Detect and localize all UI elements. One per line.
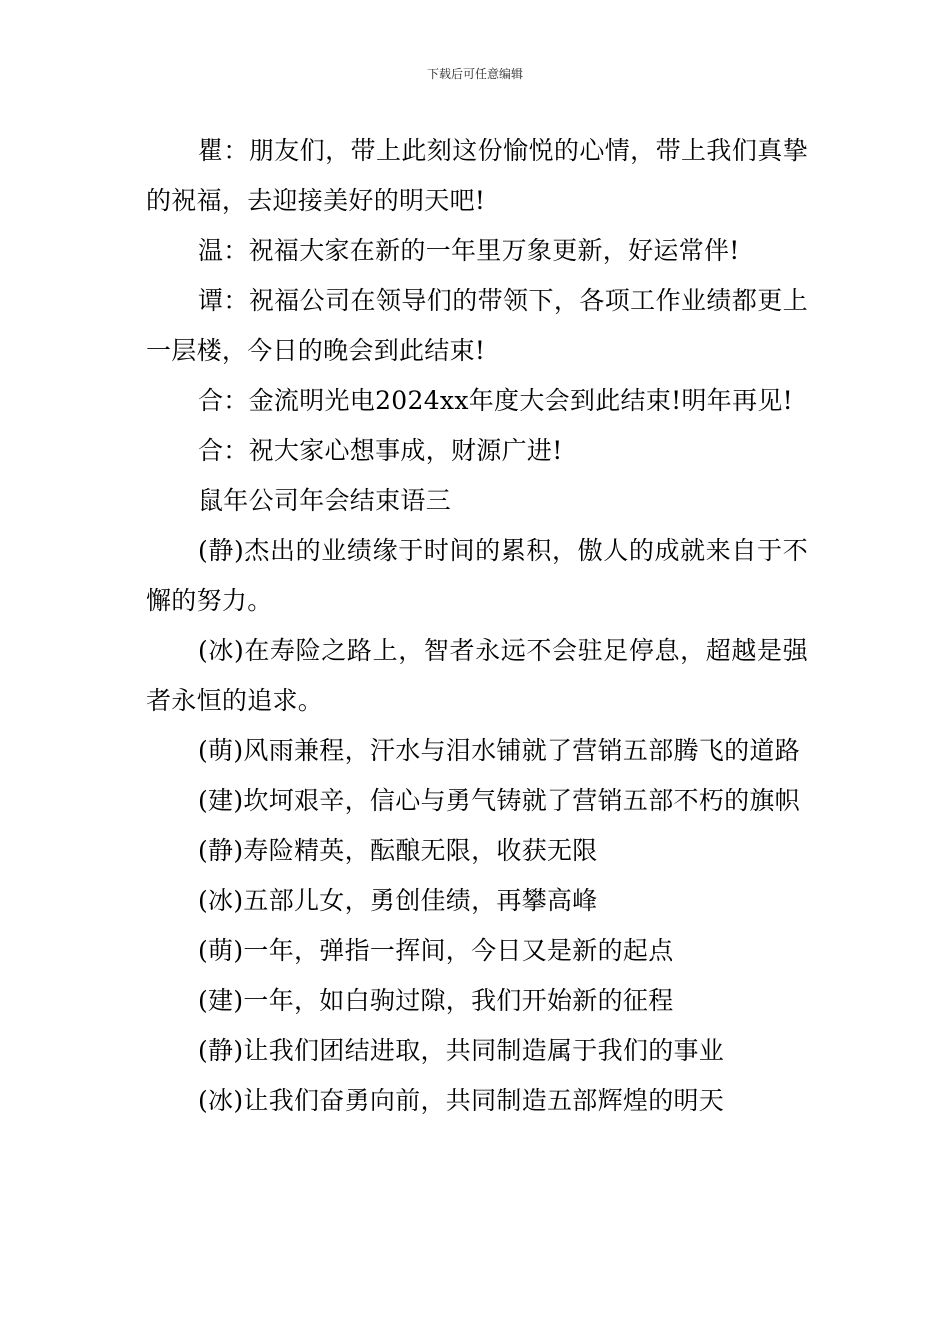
paragraph: (静)寿险精英，酝酿无限，收获无限 xyxy=(198,836,598,865)
paragraph: (冰)让我们奋勇向前，共同制造五部辉煌的明天 xyxy=(198,1086,725,1115)
paragraph: (建)坎坷艰辛，信心与勇气铸就了营销五部不朽的旗帜 xyxy=(198,786,801,815)
paragraph: 合：金流明光电2024xx年度大会到此结束!明年再见! xyxy=(198,386,794,415)
paragraph: 温：祝福大家在新的一年里万象更新，好运常伴! xyxy=(198,236,740,265)
paragraph: 谭：祝福公司在领导们的带领下，各项工作业绩都更上一层楼，今日的晚会到此结束! xyxy=(146,286,808,365)
paragraph: (萌)风雨兼程，汗水与泪水铺就了营销五部腾飞的道路 xyxy=(198,736,801,765)
paragraph: 瞿：朋友们，带上此刻这份愉悦的心情，带上我们真挚的祝福，去迎接美好的明天吧! xyxy=(146,136,808,215)
section-heading: 鼠年公司年会结束语三 xyxy=(198,486,452,515)
paragraph: 合：祝大家心想事成，财源广进! xyxy=(198,436,563,465)
paragraph: (冰)在寿险之路上，智者永远不会驻足停息，超越是强者永恒的追求。 xyxy=(146,636,808,715)
paragraph: (建)一年，如白驹过隙，我们开始新的征程 xyxy=(198,986,674,1015)
paragraph: (冰)五部儿女，勇创佳绩，再攀高峰 xyxy=(198,886,598,915)
document-body xyxy=(146,126,808,1126)
paragraph: (静)让我们团结进取，共同制造属于我们的事业 xyxy=(198,1036,725,1065)
paragraph: (静)杰出的业绩缘于时间的累积，傲人的成就来自于不懈的努力。 xyxy=(146,536,808,615)
paragraph: (萌)一年，弹指一挥间，今日又是新的起点 xyxy=(198,936,674,965)
page-header: 下载后可任意编辑 xyxy=(426,67,523,81)
